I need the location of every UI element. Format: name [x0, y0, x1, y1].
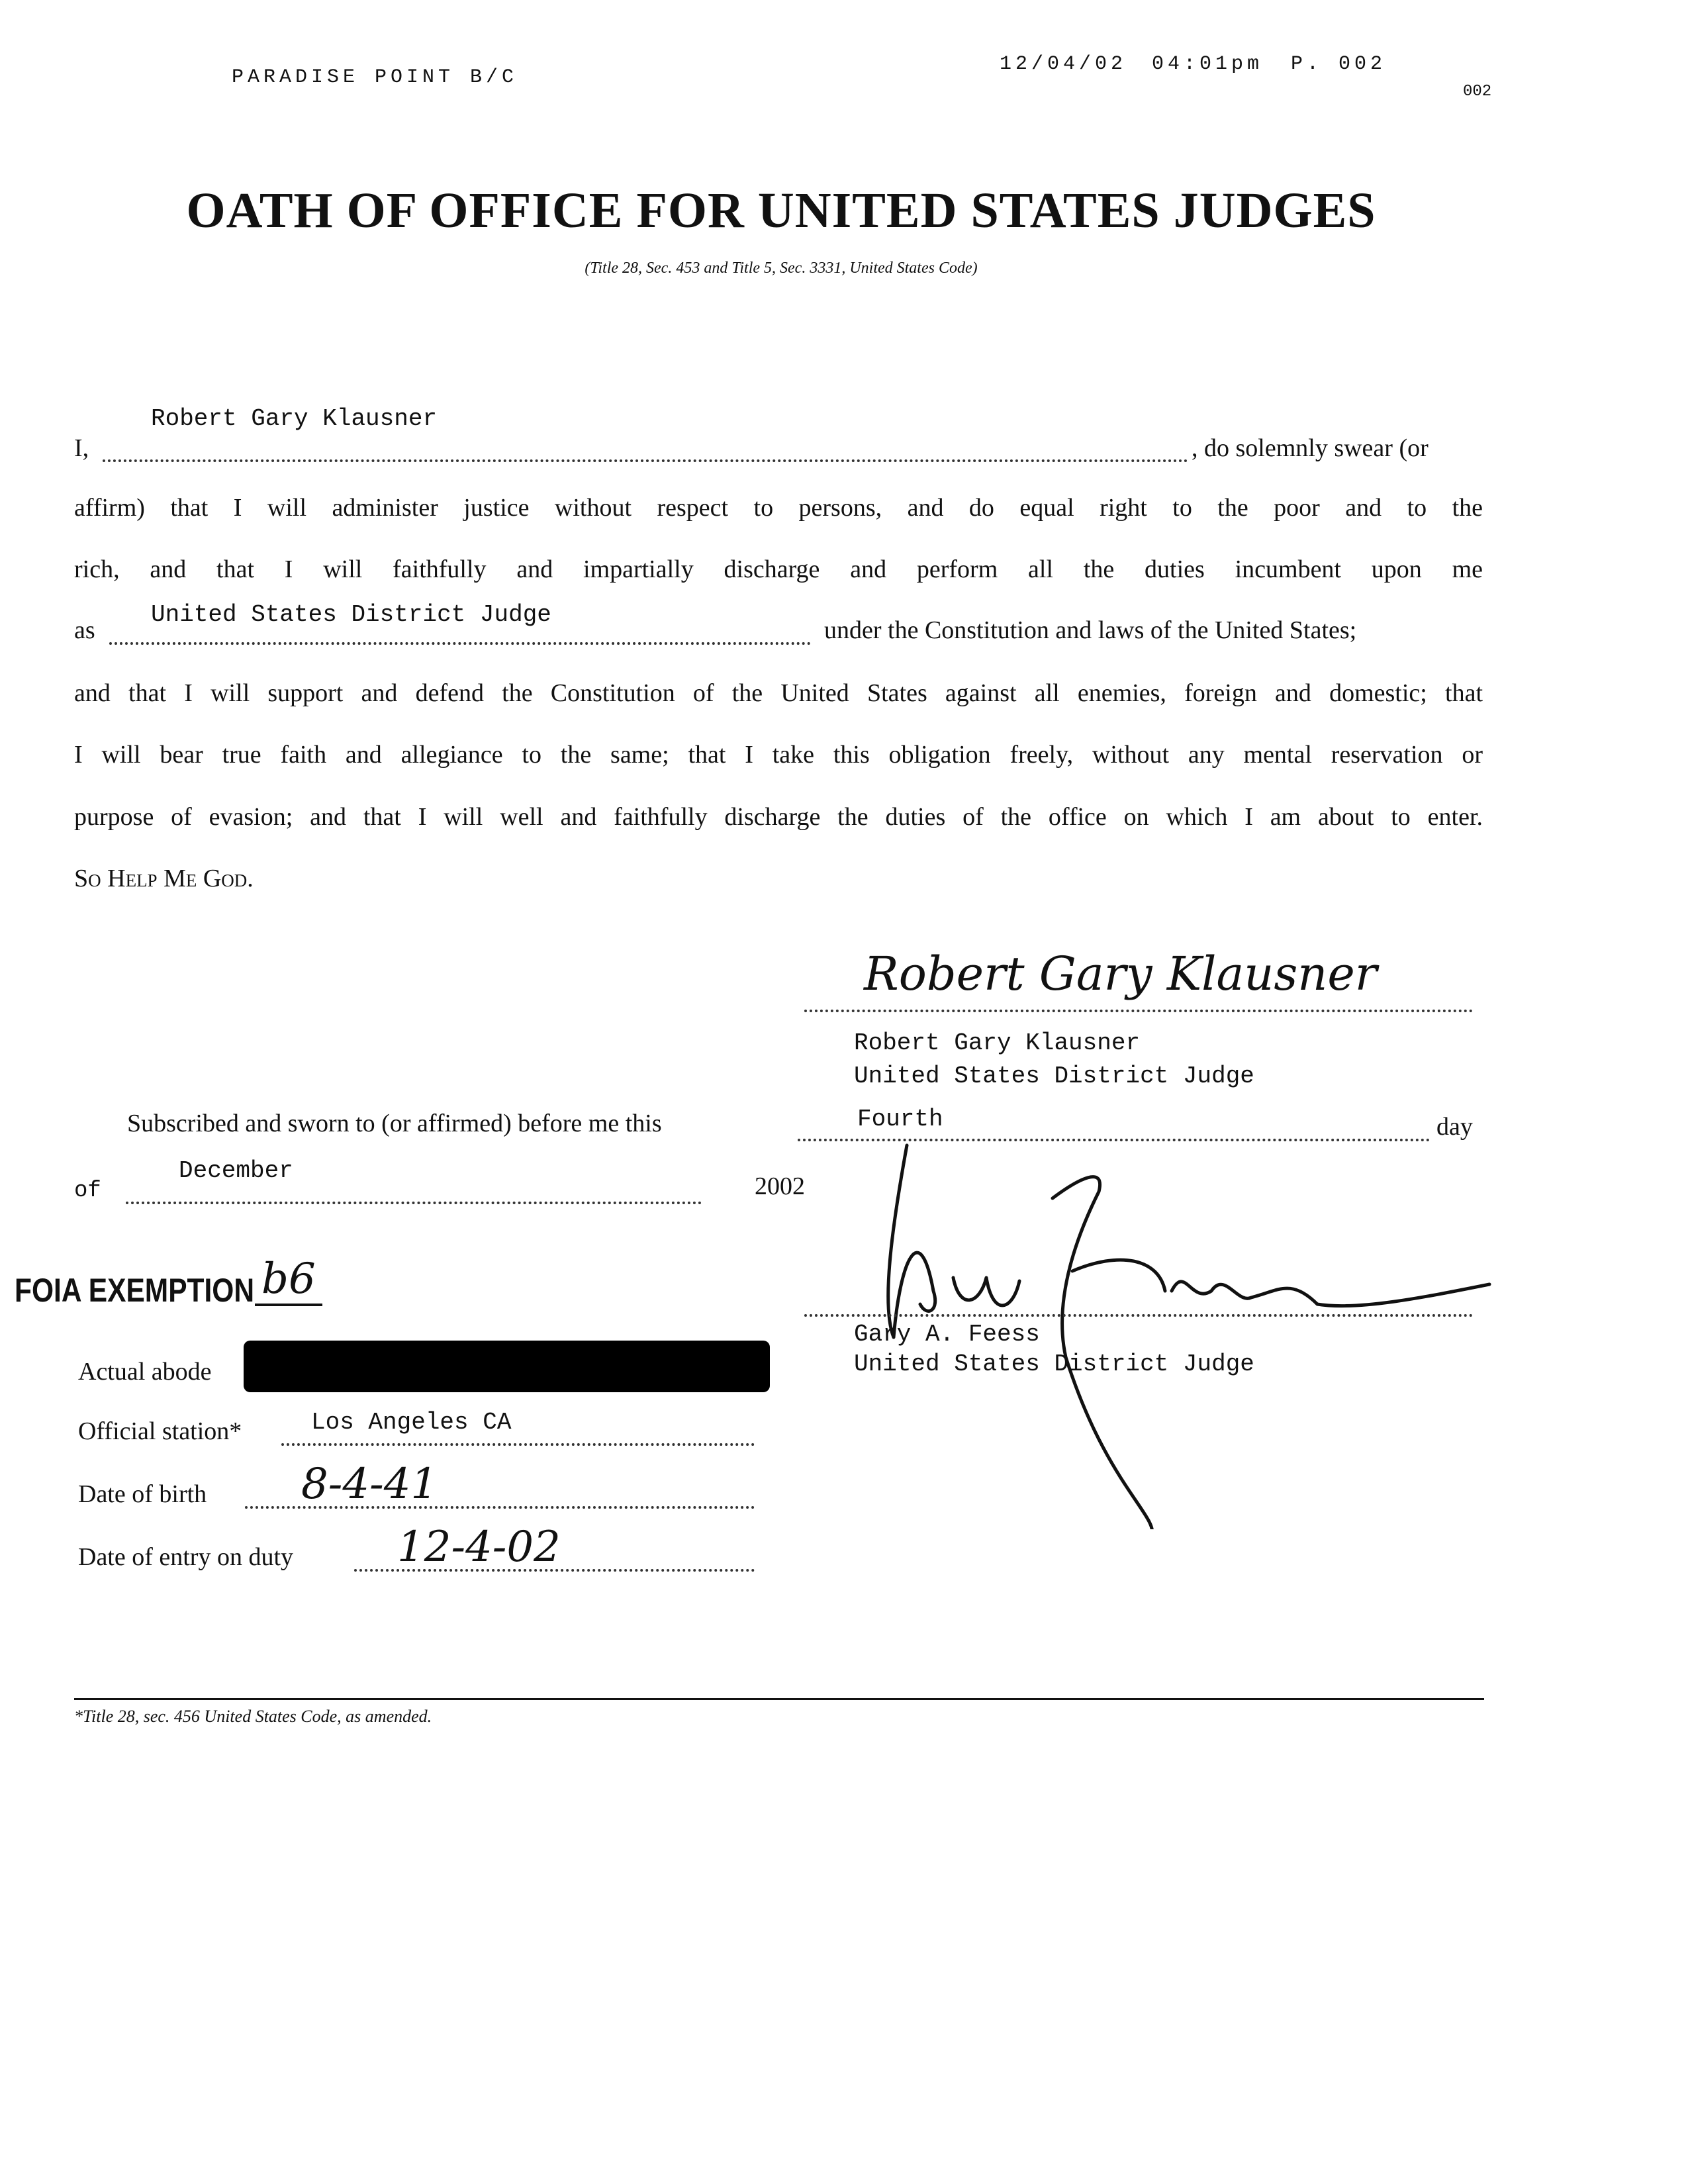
- officer-title: United States District Judge: [854, 1351, 1254, 1378]
- subscribed-month-line: [126, 1202, 702, 1204]
- affiant-title: United States District Judge: [854, 1063, 1254, 1090]
- oath-lead-in: I,: [74, 434, 89, 462]
- foia-label: FOIA EXEMPTION: [15, 1272, 255, 1309]
- subscribed-day-label: day: [1436, 1113, 1473, 1141]
- subscribed-text: Subscribed and sworn to (or affirmed) before me this: [127, 1110, 662, 1137]
- subscribed-day: Fourth: [857, 1106, 943, 1133]
- subscribed-of-label: of: [74, 1178, 101, 1204]
- dob-label: Date of birth: [78, 1480, 207, 1508]
- abode-redaction: [244, 1341, 770, 1392]
- subscribed-year: 2002: [755, 1172, 805, 1200]
- foia-code: b6: [255, 1255, 322, 1306]
- fax-date: 12/04/02: [1000, 53, 1127, 75]
- affiant-signature: Robert Gary Klausner: [864, 947, 1378, 1001]
- oath-line1-end: , do solemnly swear (or: [1192, 434, 1429, 462]
- fax-time: 04:01pm: [1152, 53, 1264, 75]
- entry-line: [354, 1569, 755, 1572]
- oath-line-6: I will bear true faith and allegiance to the same; that I take this obligation freely, without any mental reservation or: [74, 741, 1483, 769]
- oath-line4-end: under the Constitution and laws of the United States;: [824, 616, 1357, 644]
- oath-line-2: affirm) that I will administer justice without respect to persons, and do equal right to the poor and to the: [74, 494, 1483, 522]
- entry-value: 12-4-02: [397, 1523, 561, 1572]
- footnote-rule: [74, 1698, 1484, 1700]
- subscribed-month: December: [179, 1157, 293, 1184]
- dob-value: 8-4-41: [301, 1460, 438, 1509]
- officer-signature: [880, 1231, 1088, 1274]
- oath-line-3: rich, and that I will faithfully and impartially discharge and perform all the duties incumbent upon me: [74, 555, 1483, 583]
- fax-page: P. 002: [1291, 53, 1387, 75]
- affiant-name: Robert Gary Klausner: [854, 1029, 1141, 1057]
- oath-closing: So Help Me God.: [74, 865, 254, 892]
- fax-corner-mark: 002: [1463, 83, 1492, 101]
- footnote: *Title 28, sec. 456 United States Code, as amended.: [74, 1707, 432, 1726]
- page-title: OATH OF OFFICE FOR UNITED STATES JUDGES: [186, 183, 1376, 238]
- station-value: Los Angeles CA: [311, 1409, 512, 1436]
- oath-name-line: [103, 459, 1188, 462]
- oath-line-5: and that I will support and defend the Constitution of the United States against all enemies, foreign and domestic; that: [74, 679, 1483, 707]
- abode-label: Actual abode: [78, 1358, 212, 1386]
- entry-label: Date of entry on duty: [78, 1543, 294, 1571]
- officer-signature-line: [804, 1314, 1473, 1317]
- dob-line: [245, 1506, 755, 1509]
- oath-position-line: [109, 642, 811, 645]
- oath-as-label: as: [74, 616, 95, 644]
- station-label: Official station*: [78, 1417, 242, 1445]
- page-subtitle: (Title 28, Sec. 453 and Title 5, Sec. 3331, United States Code): [585, 260, 978, 277]
- oath-line-7: purpose of evasion; and that I will well and faithfully discharge the duties of the office on which I am about to enter.: [74, 803, 1483, 831]
- fax-sender: PARADISE POINT B/C: [232, 66, 518, 89]
- oath-name: Robert Gary Klausner: [151, 405, 438, 432]
- oath-position: United States District Judge: [151, 601, 551, 628]
- affiant-signature-line: [804, 1010, 1473, 1012]
- station-line: [281, 1443, 755, 1446]
- officer-name: Gary A. Feess: [854, 1321, 1040, 1348]
